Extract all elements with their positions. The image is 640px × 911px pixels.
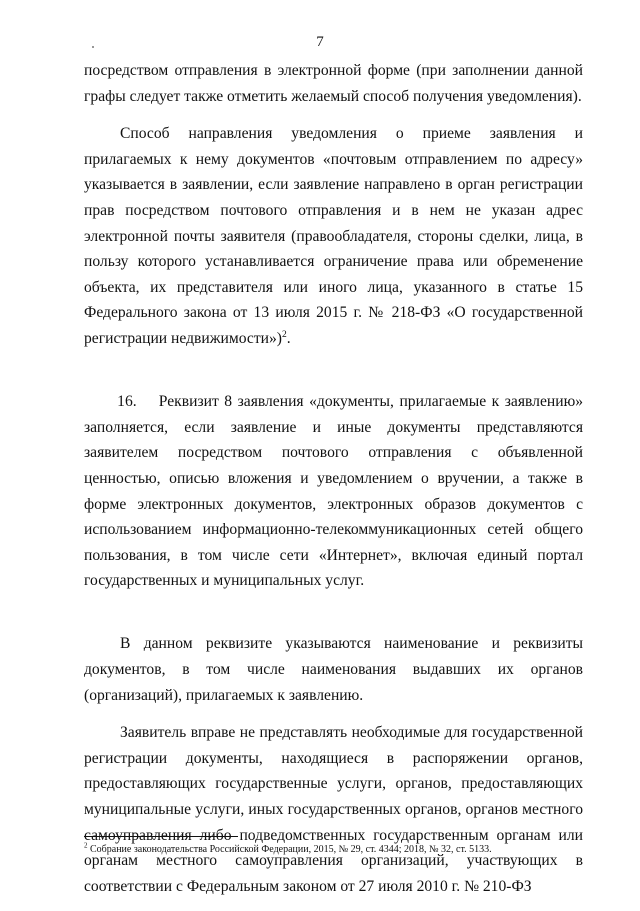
- footnote: [84, 843, 583, 856]
- paragraph-3-text: 16. Реквизит 8 заявления «документы, прилагаемые к заявлению» заполняется, если заявление и иные документы представляются заявителем посредством почтового отправления с объявленной ценностью, описью вложения и уведомлением о вручении, а также в форме электронных документов, электронных образов документов с использованием информационно-телекоммуникационных сетей общего пользования, в том числе сети «Интернет», включая единый портал государственных и муниципальных услуг.: [84, 393, 587, 590]
- paragraph-5: [84, 720, 583, 899]
- footnote-text: Собрание законодательства Российской Федерации, 2015, № 29, ст. 4344; 2018, № 32, ст. 5133.: [87, 844, 492, 855]
- body-text: [84, 58, 587, 911]
- paragraph-4-text: В данном реквизите указываются наименование и реквизиты документов, в том числе наименования выдавших их органов (организаций), прилагаемых к заявлению.: [84, 635, 583, 704]
- footnote-marker: 2: [84, 841, 88, 850]
- footnote-divider: [84, 836, 238, 837]
- paragraph-1-text: посредством отправления в электронной форме (при заполнении данной графы следует также отметить желаемый способ получения уведомления).: [84, 62, 583, 105]
- paragraph-2: [84, 121, 583, 351]
- paragraph-4: [84, 631, 583, 708]
- paragraph-1: [84, 58, 583, 109]
- paragraph-2-end: .: [286, 329, 291, 347]
- paragraph-5-text: Заявитель вправе не представлять необходимые для государственной регистрации документы, находящиеся в распоряжении органов, предоставляющих государственные услуги, органов, предоставляющих муниципальные услуги, иных государственных органов, органов местного самоуправления либо подведомственных государственным органам или органам местного самоуправления организаций, участвующих в соответствии с Федеральным законом от 27 июля 2010 г. № 210-ФЗ: [84, 724, 583, 895]
- paragraph-2-text: Способ направления уведомления о приеме заявления и прилагаемых к нему документов «почтовым отправлением по адресу» указывается в заявлении, если заявление направлено в орган регистрации прав посредством почтового отправления и в нем не указан адрес электронной почты заявителя (правообладателя, стороны сделки, лица, в пользу которого устанавливается ограничение права или обременение объекта, их представителя или иного лица, указанного в статье 15 Федерального закона от 13 июля 2015 г. № 218-ФЗ «О государственной регистрации недвижимости»): [84, 125, 583, 347]
- page-number: 7: [316, 34, 324, 50]
- paragraph-3: [84, 364, 587, 620]
- footnote-reference: 2: [281, 329, 287, 340]
